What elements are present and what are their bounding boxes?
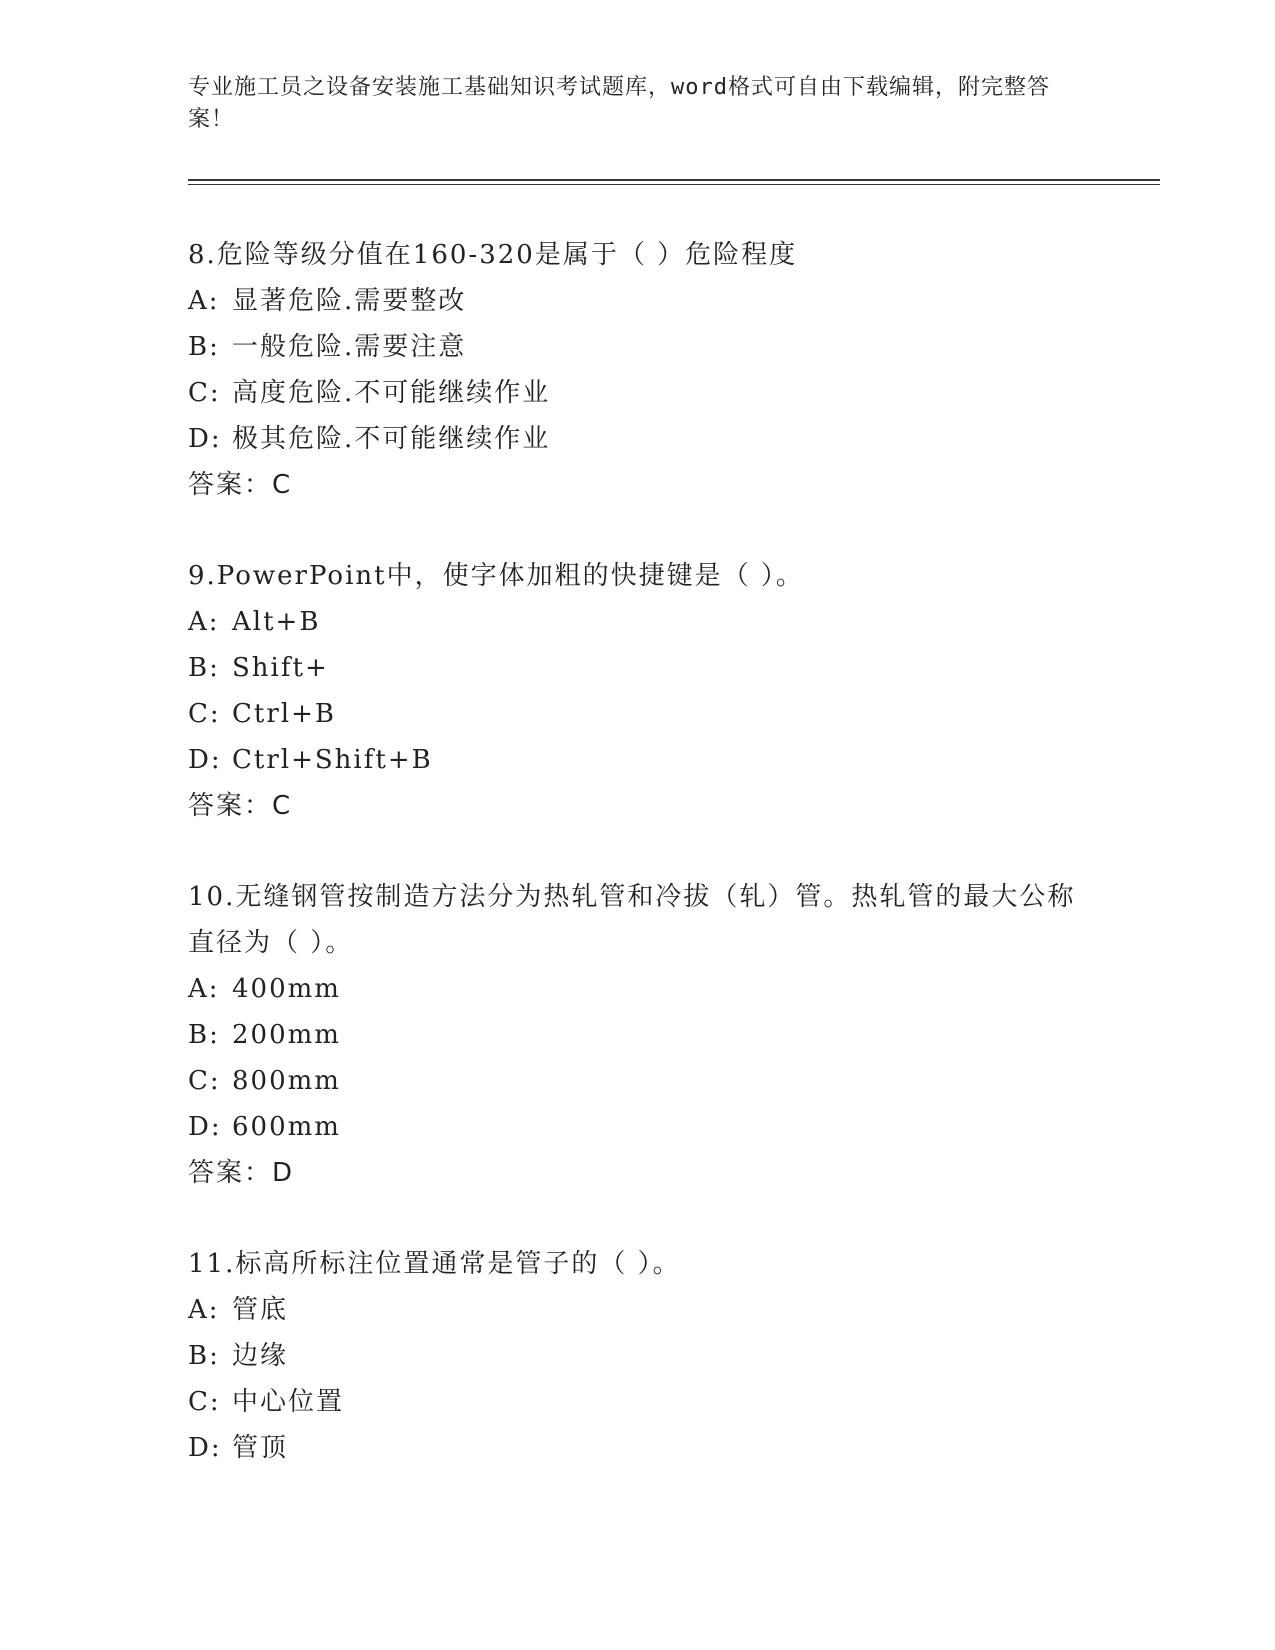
document-header: 专业施工员之设备安装施工基础知识考试题库，word格式可自由下载编辑，附完整答案！ <box>188 75 1050 132</box>
option-text: Ctrl+Shift+B <box>232 745 433 775</box>
option-text: 管底 <box>232 1295 289 1325</box>
option-key: D: <box>188 745 222 775</box>
option-key: C: <box>188 1387 221 1417</box>
question-8 <box>188 232 1088 508</box>
question-11 <box>188 1241 1088 1471</box>
option-c <box>188 1058 1088 1104</box>
option-d <box>188 737 1088 783</box>
option-text: Alt+B <box>232 607 321 637</box>
header-divider-thin <box>188 184 1160 185</box>
option-key: B: <box>188 1341 220 1371</box>
answer-line: 答案：C <box>188 791 293 821</box>
option-a <box>188 599 1088 645</box>
question-9 <box>188 553 1088 829</box>
option-b <box>188 1012 1088 1058</box>
option-key: A: <box>188 286 220 316</box>
option-key: D: <box>188 1112 222 1142</box>
answer-line: 答案：C <box>188 470 293 500</box>
option-text: 中心位置 <box>232 1387 345 1417</box>
option-key: C: <box>188 699 221 729</box>
option-a <box>188 278 1088 324</box>
option-text: 200mm <box>232 1020 341 1050</box>
option-key: D: <box>188 424 222 454</box>
question-list <box>188 232 1088 1516</box>
option-key: C: <box>188 378 221 408</box>
option-key: C: <box>188 1066 221 1096</box>
option-text: 显著危险.需要整改 <box>232 286 467 316</box>
option-key: D: <box>188 1433 222 1463</box>
option-b <box>188 324 1088 370</box>
option-text: Ctrl+B <box>232 699 336 729</box>
option-text: 极其危险.不可能继续作业 <box>232 424 551 454</box>
option-b <box>188 1333 1088 1379</box>
option-c <box>188 370 1088 416</box>
option-key: A: <box>188 1295 220 1325</box>
option-text: 800mm <box>232 1066 341 1096</box>
header-divider-thick <box>188 179 1160 181</box>
option-text: 管顶 <box>232 1433 289 1463</box>
option-c <box>188 1379 1088 1425</box>
option-d <box>188 1104 1088 1150</box>
option-key: B: <box>188 1020 220 1050</box>
option-text: 一般危险.需要注意 <box>232 332 467 362</box>
option-key: A: <box>188 607 220 637</box>
option-c <box>188 691 1088 737</box>
question-stem: 10.无缝钢管按制造方法分为热轧管和冷拔（轧）管。热轧管的最大公称直径为（ ）。 <box>188 882 1076 958</box>
option-b <box>188 645 1088 691</box>
option-key: A: <box>188 974 220 1004</box>
question-10 <box>188 874 1088 1196</box>
option-a <box>188 966 1088 1012</box>
option-key: B: <box>188 653 220 683</box>
option-text: Shift+ <box>232 653 329 683</box>
option-a <box>188 1287 1088 1333</box>
question-stem: 11.标高所标注位置通常是管子的（ ）。 <box>188 1249 681 1279</box>
option-text: 边缘 <box>232 1341 289 1371</box>
answer-line: 答案：D <box>188 1158 295 1188</box>
option-text: 高度危险.不可能继续作业 <box>232 378 551 408</box>
option-key: B: <box>188 332 220 362</box>
option-text: 400mm <box>232 974 341 1004</box>
question-stem: 9.PowerPoint中，使字体加粗的快捷键是（ ）。 <box>188 561 804 591</box>
option-d <box>188 416 1088 462</box>
option-d <box>188 1425 1088 1471</box>
question-stem: 8.危险等级分值在160-320是属于（ ）危险程度 <box>188 240 798 270</box>
option-text: 600mm <box>232 1112 341 1142</box>
